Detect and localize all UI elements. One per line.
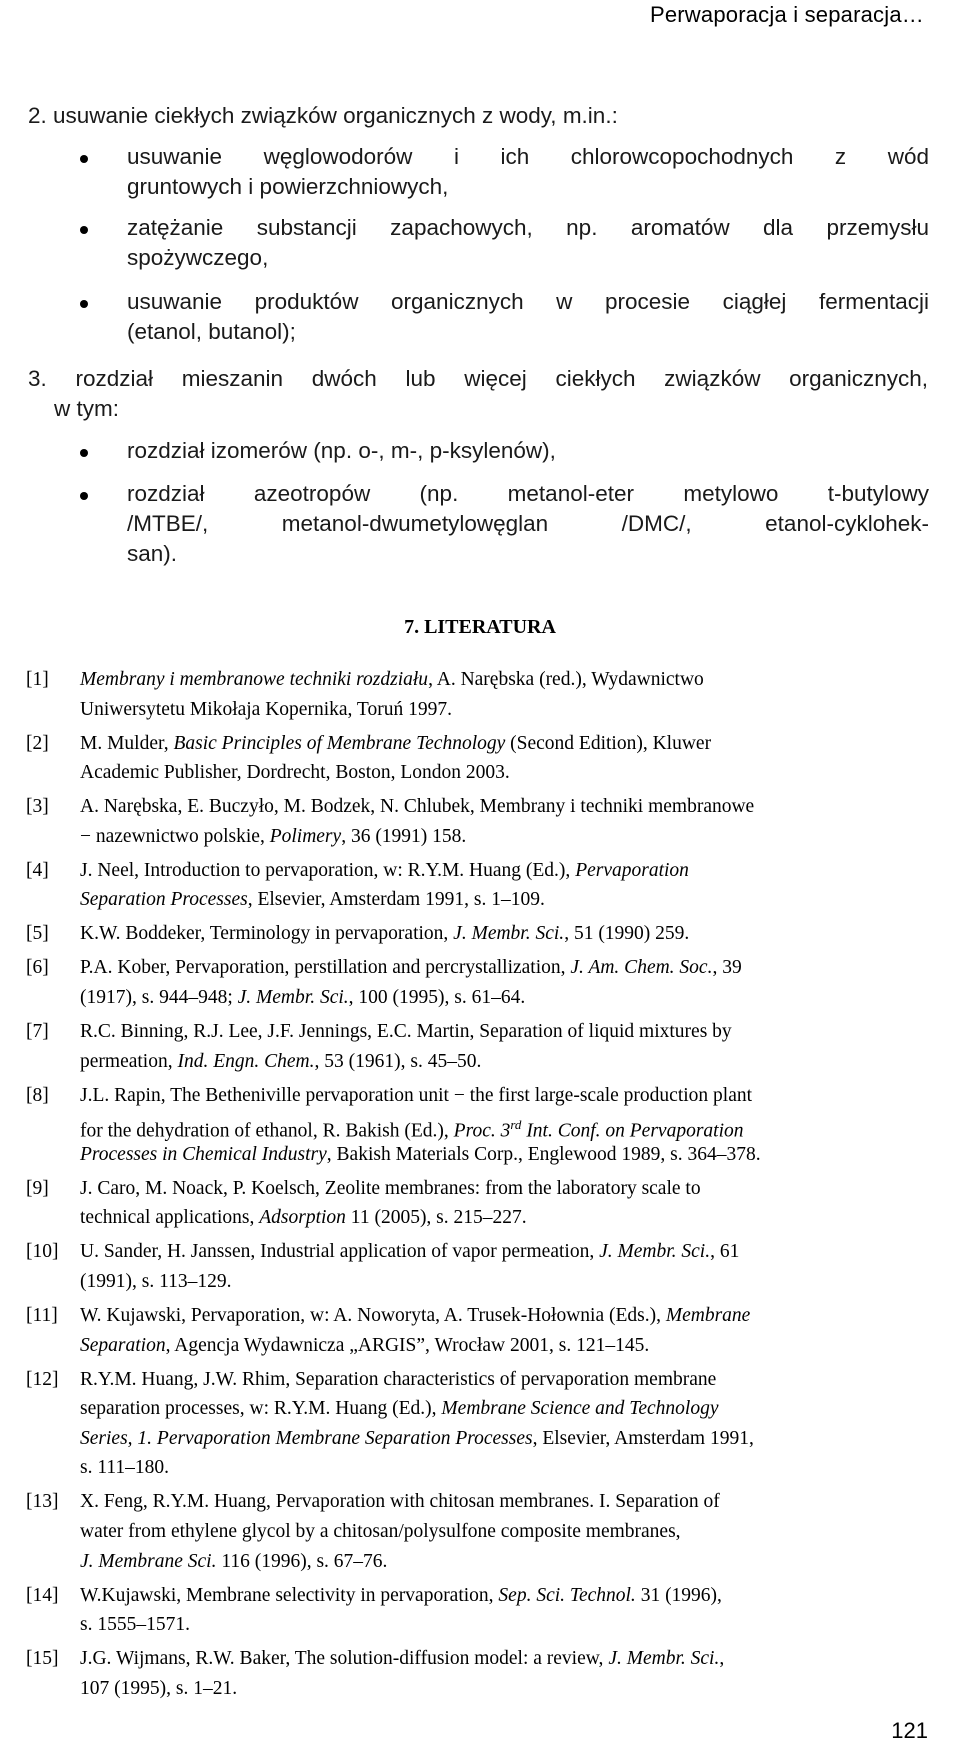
- reference-number: [9]: [26, 1177, 49, 1199]
- reference-segment: R.Y.M. Huang, J.W. Rhim, Separation characteristics of pervaporation membrane: [80, 1368, 717, 1390]
- reference-line: [80, 1174, 940, 1204]
- reference-number: [4]: [26, 859, 49, 881]
- reference-line: [80, 1487, 940, 1517]
- bullet-icon: [80, 449, 88, 457]
- reference-number: [10]: [26, 1241, 59, 1263]
- reference-line: [80, 1453, 940, 1483]
- reference-line: [80, 665, 940, 695]
- reference-line: [80, 1674, 940, 1704]
- reference-line: [80, 1610, 940, 1640]
- reference-italic: Proc. 3: [453, 1120, 511, 1142]
- reference-segment: , 61: [710, 1241, 740, 1263]
- reference-italic: Membrane Science and Technology: [441, 1398, 719, 1420]
- reference-line: [80, 1581, 940, 1611]
- list-item-3-cont: w tym:: [54, 396, 119, 421]
- bullet-line: rozdział izomerów (np. o-, m-, p-ksylenów),: [127, 438, 556, 463]
- bullet-line: zatężanie substancji zapachowych, np. aromatów dla przemysłu: [127, 215, 929, 240]
- bullet-line: (etanol, butanol);: [127, 319, 296, 344]
- reference-line: [80, 953, 940, 983]
- reference-italic: J. Membr. Sci.: [237, 987, 349, 1008]
- bullet-icon: [80, 155, 88, 163]
- reference-number: [5]: [26, 923, 49, 945]
- reference-segment: , 51 (1990) 259.: [564, 923, 690, 945]
- bullet-line: rozdział azeotropów (np. metanol-eter metylowo t-butylowy: [127, 481, 929, 506]
- reference-line: [80, 1267, 940, 1297]
- reference-italic: J. Am. Chem. Soc.: [570, 957, 713, 979]
- reference-segment: , 39: [712, 957, 742, 979]
- bullet-line: gruntowych i powierzchniowych,: [127, 174, 449, 199]
- reference-segment: (Second Edition), Kluwer: [505, 732, 712, 754]
- reference-line: [80, 983, 940, 1013]
- reference-segment: J.G. Wijmans, R.W. Baker, The solution-diffusion model: a review,: [80, 1648, 609, 1670]
- reference-italic: J. Membr. Sci.: [453, 923, 565, 945]
- reference-segment: 11 (2005), s. 215–227.: [345, 1207, 527, 1229]
- reference-segment: R.C. Binning, R.J. Lee, J.F. Jennings, E.C. Martin, Separation of liquid mixtures by: [80, 1021, 732, 1042]
- reference-number: [8]: [26, 1084, 49, 1106]
- reference-line: [80, 758, 940, 788]
- reference-segment: J. Caro, M. Noack, P. Koelsch, Zeolite membranes: from the laboratory scale to: [80, 1177, 701, 1199]
- reference-italic: Sep. Sci. Technol.: [498, 1584, 636, 1606]
- reference-line: [80, 729, 940, 759]
- bullet-icon: [80, 300, 88, 308]
- reference-line: [80, 1365, 940, 1395]
- reference-segment: s. 1555–1571.: [80, 1614, 190, 1636]
- reference-line: [80, 792, 940, 822]
- reference-line: [80, 1081, 940, 1111]
- reference-line: [80, 1017, 940, 1047]
- reference-segment: A. Narębska, E. Buczyło, M. Bodzek, N. Chlubek, Membrany i techniki membranowe: [80, 796, 755, 818]
- reference-segment: W.Kujawski, Membrane selectivity in pervaporation,: [80, 1584, 499, 1606]
- list-item-3: 3. rozdział mieszanin dwóch lub więcej ciekłych związków organicznych,: [28, 366, 928, 391]
- bullet-line: spożywczego,: [127, 245, 269, 270]
- reference-italic: Separation: [80, 1334, 166, 1356]
- reference-segment: technical applications,: [80, 1207, 260, 1229]
- reference-line: [80, 695, 940, 725]
- reference-italic: Pervaporation: [575, 859, 689, 881]
- reference-line: [80, 1047, 940, 1077]
- reference-italic: Separation Processes: [80, 889, 248, 911]
- reference-line: [80, 1301, 940, 1331]
- reference-segment: s. 111–180.: [80, 1457, 170, 1479]
- reference-number: [2]: [26, 732, 49, 754]
- reference-segment: , 36 (1991) 158.: [341, 825, 467, 847]
- reference-italic: J. Membr. Sci.: [608, 1648, 720, 1670]
- reference-italic: J. Membrane Sci.: [80, 1550, 217, 1572]
- reference-segment: ,: [719, 1648, 725, 1670]
- reference-number: [14]: [26, 1584, 59, 1606]
- reference-italic: rd: [510, 1117, 522, 1133]
- reference-number: [12]: [26, 1368, 59, 1390]
- reference-line: [80, 1394, 940, 1424]
- reference-segment: (1917), s. 944–948;: [80, 987, 238, 1008]
- reference-segment: P.A. Kober, Pervaporation, perstillation and percrystallization,: [80, 957, 571, 979]
- reference-segment: water from ethylene glycol by a chitosan/polysulfone composite membranes,: [80, 1521, 681, 1542]
- reference-number: [3]: [26, 796, 49, 818]
- reference-line: [80, 1140, 940, 1170]
- reference-segment: 31 (1996),: [635, 1584, 722, 1606]
- reference-segment: permeation,: [80, 1050, 178, 1072]
- reference-number: [7]: [26, 1021, 49, 1042]
- list-item-2: 2. usuwanie ciekłych związków organicznych z wody, m.in.:: [28, 103, 618, 128]
- reference-segment: M. Mulder,: [80, 732, 174, 754]
- reference-line: [80, 885, 940, 915]
- reference-line: [80, 1237, 940, 1267]
- reference-line: [80, 822, 940, 852]
- reference-italic: Membrane: [665, 1305, 751, 1326]
- reference-segment: U. Sander, H. Janssen, Industrial application of vapor permeation,: [80, 1241, 600, 1263]
- reference-segment: X. Feng, R.Y.M. Huang, Pervaporation with chitosan membranes. I. Separation of: [80, 1491, 720, 1513]
- reference-segment: (1991), s. 113–129.: [80, 1271, 232, 1292]
- reference-segment: Academic Publisher, Dordrecht, Boston, London 2003.: [80, 762, 510, 784]
- reference-segment: J.L. Rapin, The Betheniville pervaporation unit − the first large-scale production plant: [80, 1084, 753, 1106]
- bullet-icon: [80, 226, 88, 234]
- bullet-icon: [80, 492, 88, 500]
- bullet-line: /MTBE/, metanol-dwumetylowęglan /DMC/, etanol-cyklohek-: [127, 511, 929, 536]
- bullet-line: san).: [127, 541, 178, 566]
- reference-line: [80, 919, 940, 949]
- reference-line: [80, 1424, 940, 1454]
- reference-segment: for the dehydration of ethanol, R. Bakish (Ed.),: [80, 1120, 454, 1142]
- reference-line: [80, 1644, 940, 1674]
- reference-italic: Series, 1. Pervaporation Membrane Separation Processes: [80, 1427, 533, 1449]
- reference-segment: , Agencja Wydawnicza „ARGIS”, Wrocław 2001, s. 121–145.: [165, 1334, 650, 1356]
- page-number: 121: [891, 1718, 928, 1743]
- reference-italic: Ind. Engn. Chem.: [177, 1050, 315, 1072]
- reference-segment: J. Neel, Introduction to pervaporation, w: R.Y.M. Huang (Ed.),: [80, 859, 576, 881]
- reference-line: [80, 1547, 940, 1577]
- reference-segment: − nazewnictwo polskie,: [80, 825, 270, 847]
- reference-italic: Int. Conf. on Pervaporation: [521, 1120, 744, 1142]
- section-heading: 7. LITERATURA: [404, 616, 556, 638]
- reference-line: [80, 1203, 940, 1233]
- reference-segment: , 53 (1961), s. 45–50.: [314, 1050, 482, 1072]
- bullet-line: usuwanie produktów organicznych w procesie ciągłej fermentacji: [127, 289, 929, 314]
- reference-italic: Polimery: [269, 825, 342, 847]
- reference-segment: , 100 (1995), s. 61–64.: [348, 987, 526, 1008]
- reference-number: [11]: [26, 1305, 58, 1326]
- reference-segment: , Elsevier, Amsterdam 1991,: [532, 1427, 754, 1449]
- reference-italic: Adsorption: [259, 1207, 346, 1229]
- reference-segment: K.W. Boddeker, Terminology in pervaporation,: [80, 923, 454, 945]
- reference-number: [1]: [26, 669, 49, 690]
- reference-number: [13]: [26, 1491, 59, 1513]
- reference-segment: separation processes, w: R.Y.M. Huang (Ed.),: [80, 1398, 442, 1420]
- reference-segment: 107 (1995), s. 1–21.: [80, 1677, 238, 1699]
- reference-italic: Basic Principles of Membrane Technology: [173, 732, 506, 754]
- reference-italic: Processes in Chemical Industry: [80, 1143, 327, 1165]
- running-header: Perwaporacja i separacja…: [649, 2, 924, 27]
- reference-italic: J. Membr. Sci.: [599, 1241, 711, 1263]
- reference-italic: Membrany i membranowe techniki rozdziału: [80, 669, 429, 690]
- bullet-line: usuwanie węglowodorów i ich chlorowcopochodnych z wód: [127, 144, 929, 169]
- reference-segment: Uniwersytetu Mikołaja Kopernika, Toruń 1997.: [80, 698, 452, 720]
- reference-segment: 116 (1996), s. 67–76.: [216, 1550, 388, 1572]
- reference-segment: W. Kujawski, Pervaporation, w: A. Noworyta, A. Trusek-Hołownia (Eds.),: [80, 1305, 666, 1326]
- reference-segment: , Elsevier, Amsterdam 1991, s. 1–109.: [247, 889, 545, 911]
- reference-segment: , Bakish Materials Corp., Englewood 1989, s. 364–378.: [326, 1143, 761, 1165]
- reference-number: [15]: [26, 1648, 59, 1670]
- reference-line: [80, 1517, 940, 1547]
- reference-number: [6]: [26, 957, 49, 979]
- reference-line: [80, 856, 940, 886]
- reference-line: [80, 1331, 940, 1361]
- reference-segment: , A. Narębska (red.), Wydawnictwo: [428, 669, 704, 690]
